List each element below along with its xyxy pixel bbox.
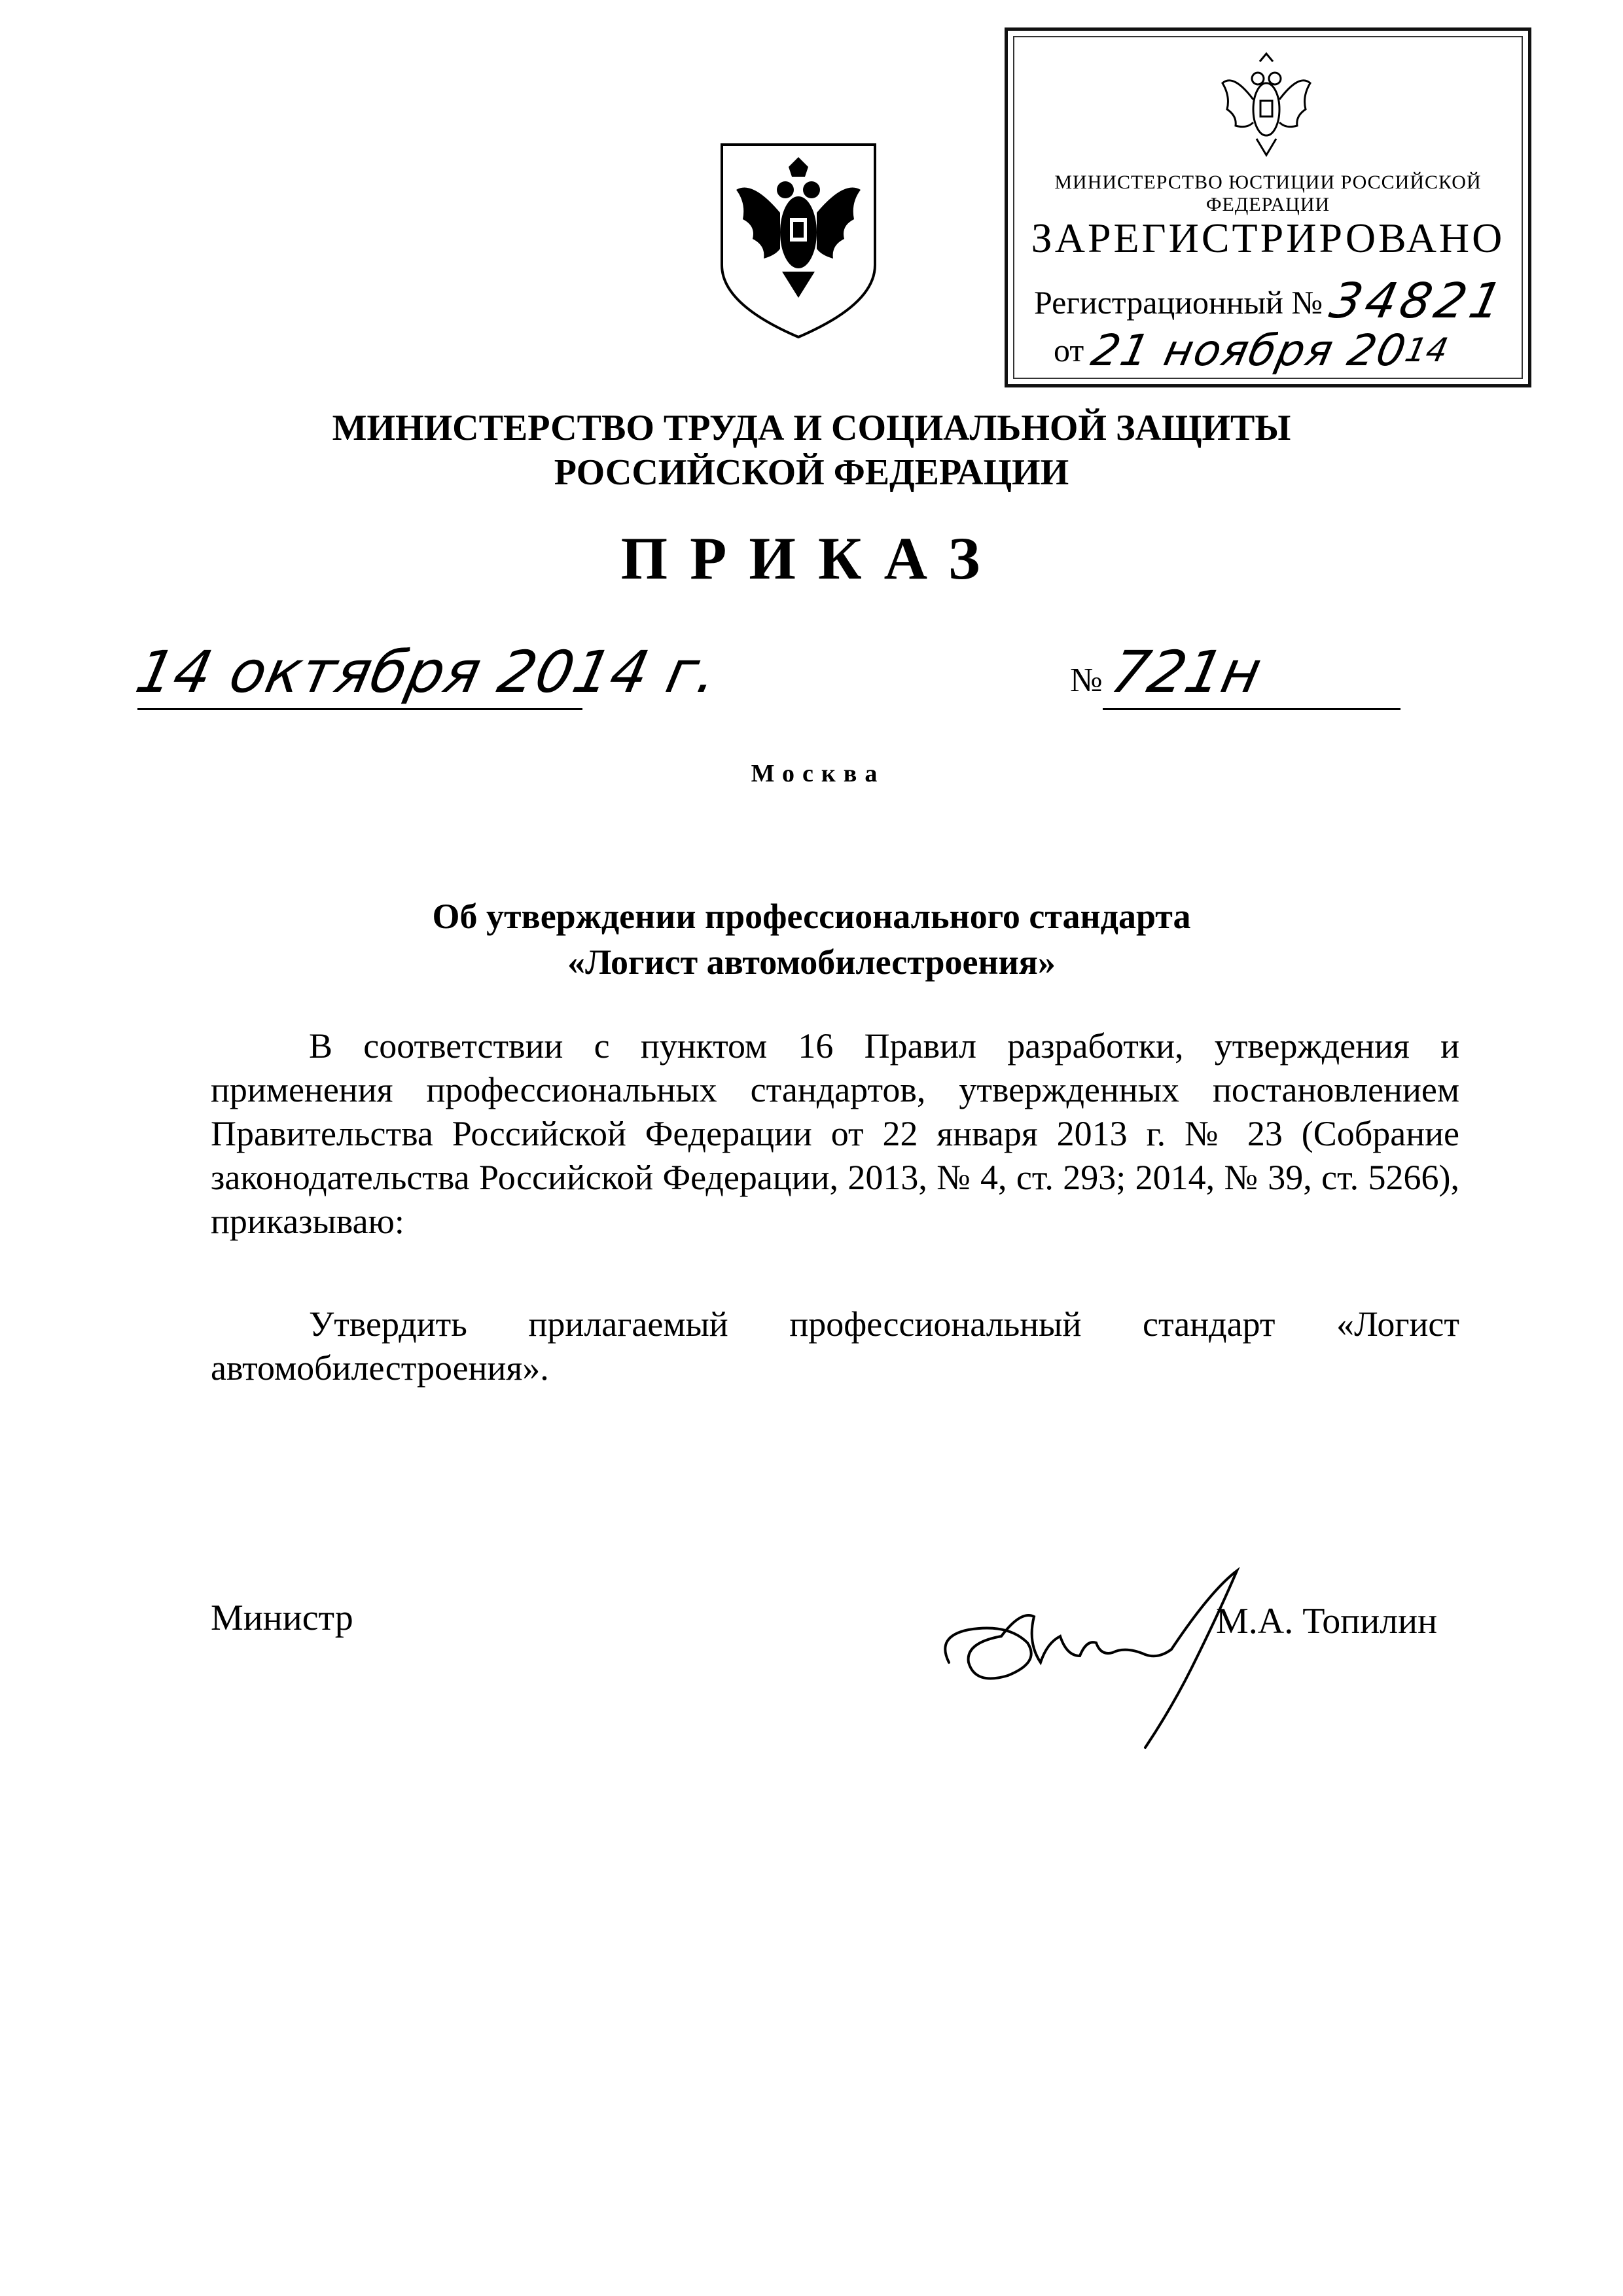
order-date — [130, 638, 725, 706]
document-type-title: ПРИКАЗ — [620, 525, 1003, 592]
order-number-handwritten: 721н — [1105, 638, 1268, 706]
order-date-handwritten: 14 октября 2014 г. — [130, 638, 725, 706]
stamp-registered-text: ЗАРЕГИСТРИРОВАНО — [1031, 215, 1505, 261]
city: Москва — [751, 760, 885, 787]
body-paragraph-1: В соответствии с пунктом 16 Правил разработки, утверждения и применения профессиональных стандартов, утвержденных постановлением Правительства Российской Федерации от 22 января 2013 г. № 23 (Собрание законодательства Российской Федерации, 2013, № 4, ст. 293; 2014, № 39, ст. 5266), приказываю: — [211, 1026, 1459, 1241]
stamp-eagle-icon — [1217, 47, 1315, 158]
registration-stamp — [1005, 27, 1531, 387]
number-sign: № — [1070, 662, 1103, 699]
stamp-reg-date: 21 ноября 20 — [1086, 325, 1412, 376]
subject-line-2: «Логист автомобилестроения» — [567, 942, 1056, 982]
ministry-name — [0, 406, 1623, 495]
stamp-date-row — [1054, 325, 1452, 376]
coat-of-arms-icon — [717, 141, 880, 344]
stamp-date-prefix: от — [1054, 332, 1084, 368]
order-number — [1105, 638, 1268, 706]
handwritten-signature — [929, 1564, 1270, 1761]
date-underline — [137, 708, 582, 710]
subject-line-1: Об утверждении профессионального стандарта — [432, 897, 1191, 936]
number-underline — [1103, 708, 1400, 710]
stamp-year-suffix: 14 — [1402, 331, 1452, 369]
ministry-line-2: РОССИЙСКОЙ ФЕДЕРАЦИИ — [554, 452, 1069, 493]
stamp-ministry-text: МИНИСТЕРСТВО ЮСТИЦИИ РОССИЙСКОЙ ФЕДЕРАЦИИ — [1054, 171, 1482, 215]
body-paragraph-2: Утвердить прилагаемый профессиональный стандарт «Логист автомобилестроения». — [211, 1304, 1459, 1388]
order-subject — [0, 893, 1623, 985]
stamp-reg-row — [1034, 273, 1511, 329]
stamp-reg-label: Регистрационный № — [1034, 284, 1323, 321]
stamp-reg-number: 34821 — [1325, 273, 1511, 329]
ministry-line-1: МИНИСТЕРСТВО ТРУДА И СОЦИАЛЬНОЙ ЗАЩИТЫ — [332, 408, 1291, 448]
minister-name: М.А. Топилин — [1216, 1601, 1438, 1641]
minister-title: Министр — [211, 1598, 353, 1638]
